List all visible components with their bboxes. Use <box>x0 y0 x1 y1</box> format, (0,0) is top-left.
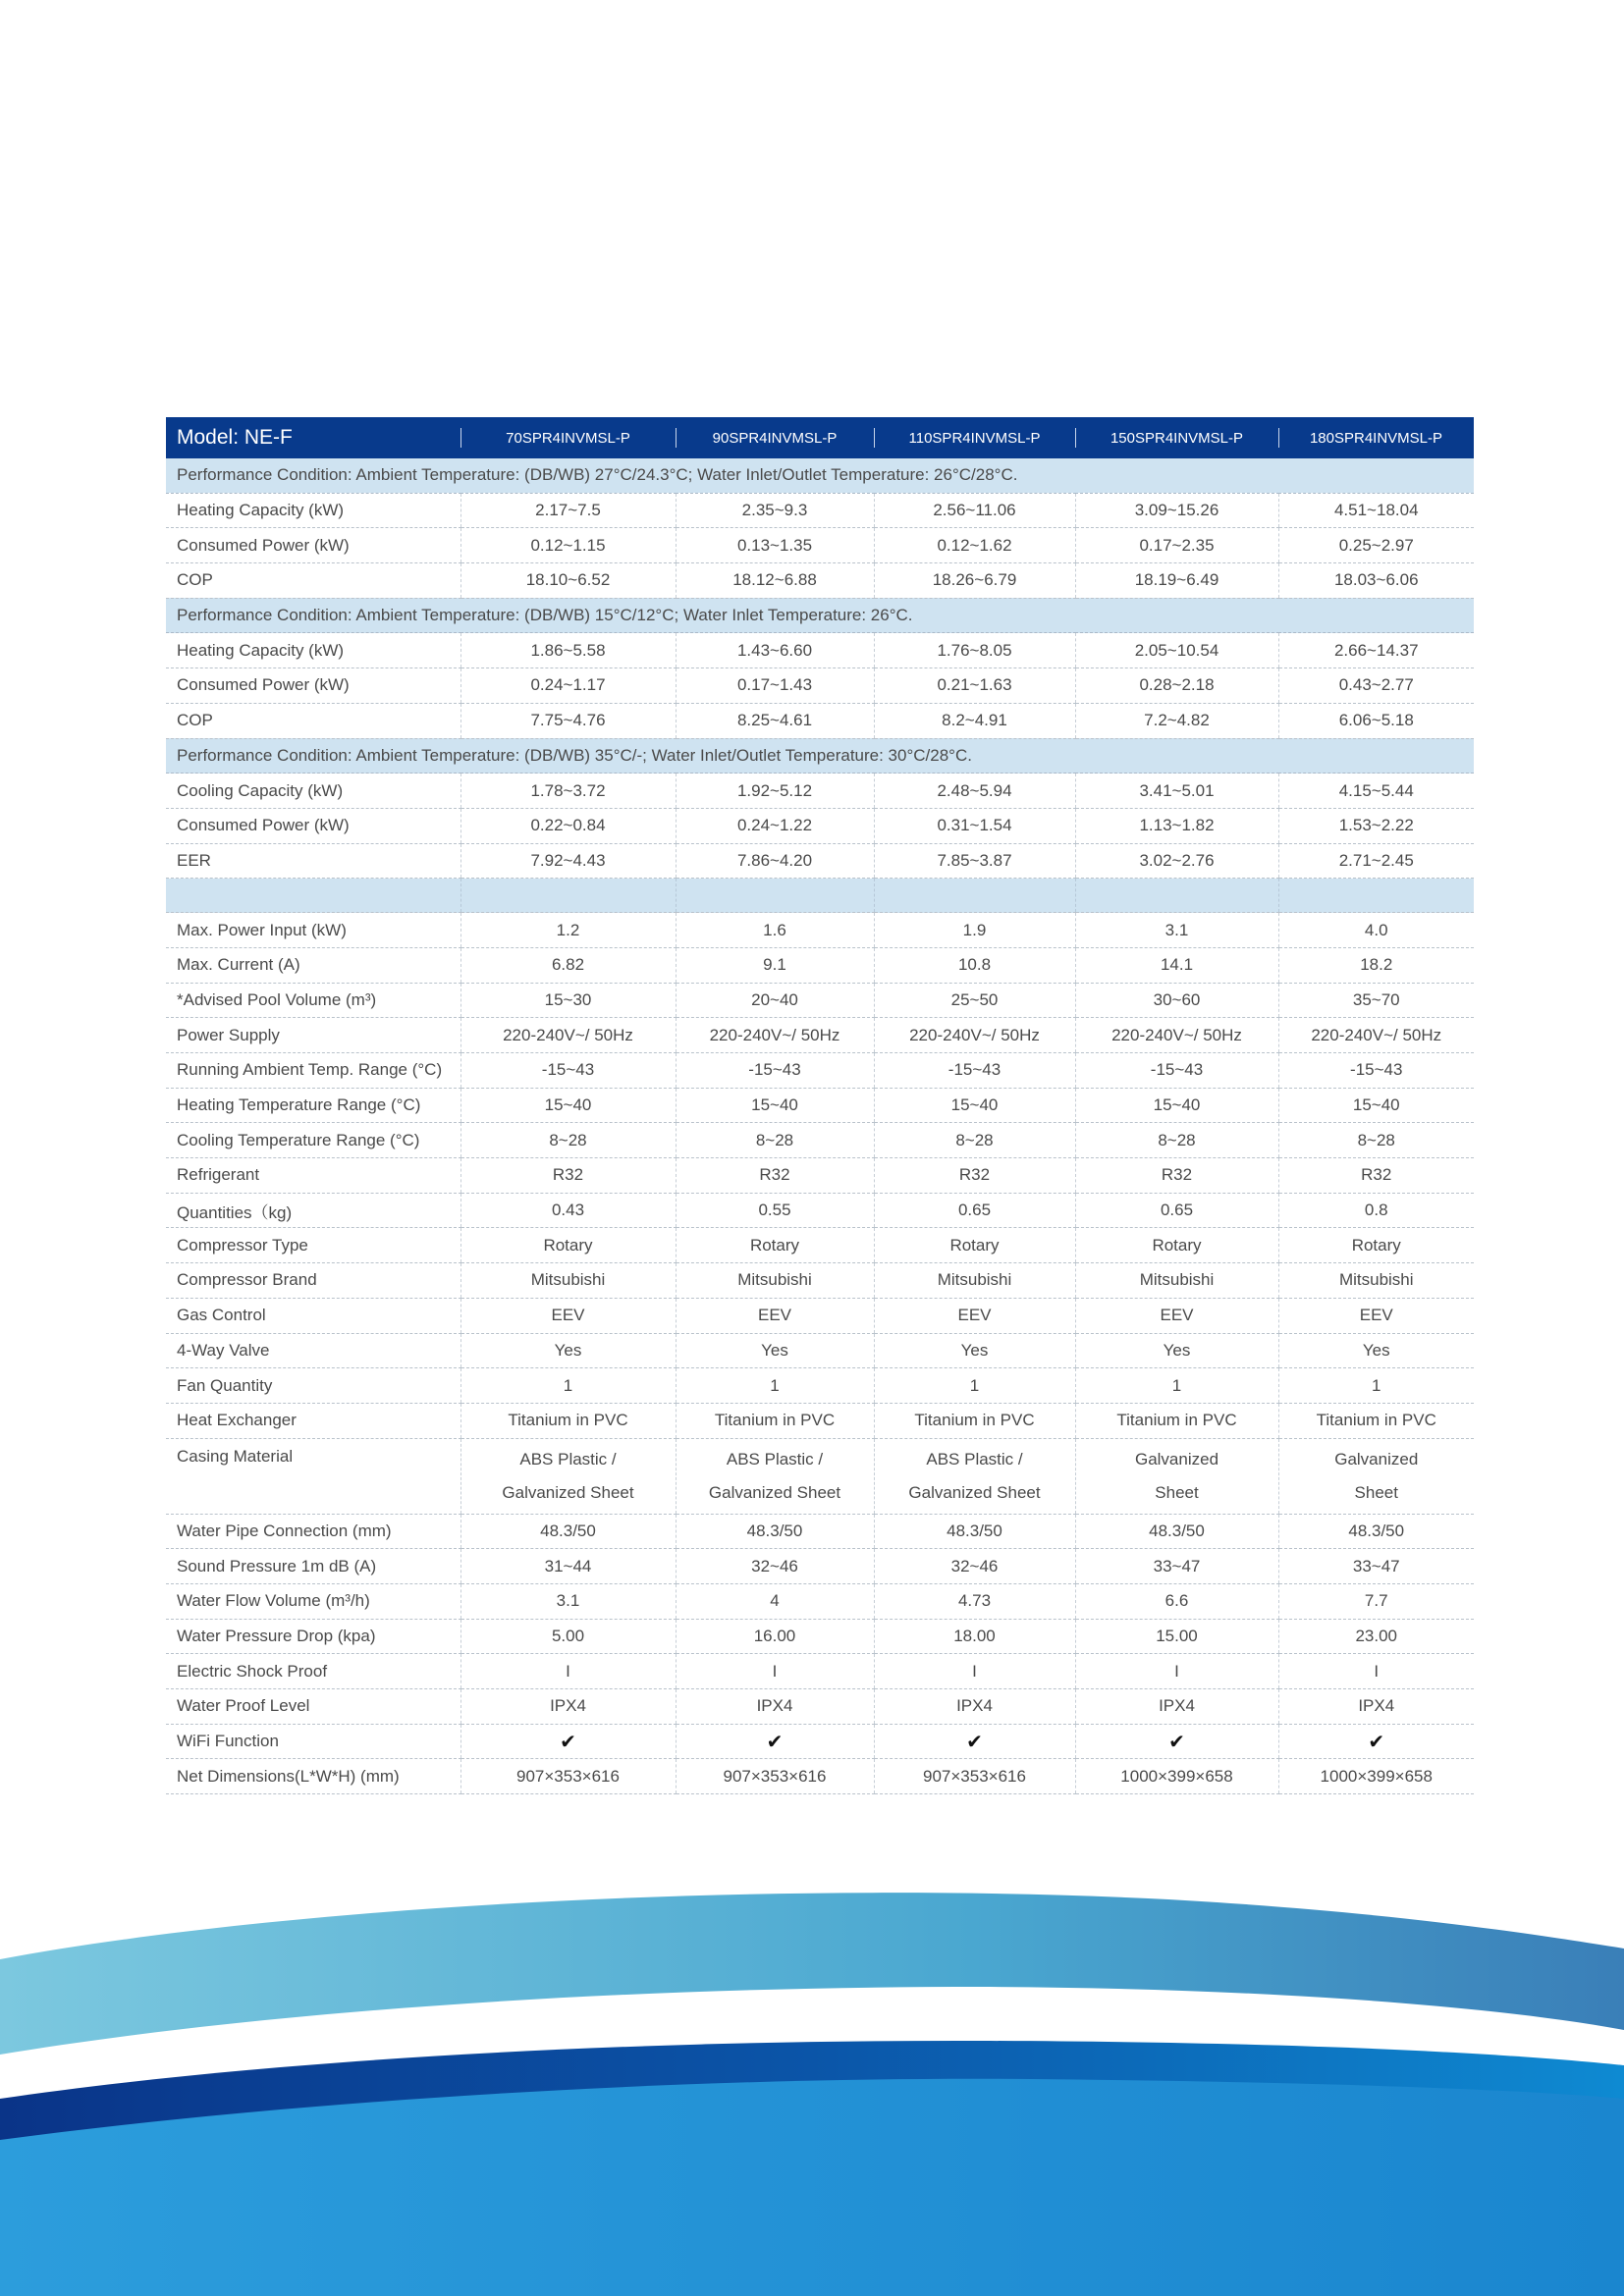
spec-label: Refrigerant <box>166 1158 460 1194</box>
spec-value: 907×353×616 <box>676 1759 874 1794</box>
spec-value: 1 <box>460 1368 676 1404</box>
spec-value: 7.86~4.20 <box>676 843 874 879</box>
spec-value: 1.78~3.72 <box>460 774 676 809</box>
spec-value: 8~28 <box>1075 1123 1278 1158</box>
spec-value-line: Sheet <box>1354 1482 1398 1502</box>
spec-value: -15~43 <box>460 1053 676 1089</box>
spec-value: 1.43~6.60 <box>676 633 874 668</box>
spec-value: 1.76~8.05 <box>874 633 1075 668</box>
spec-value-line: Galvanized <box>1134 1449 1219 1468</box>
spec-value: 14.1 <box>1075 947 1278 983</box>
spec-value: R32 <box>676 1158 874 1194</box>
spec-value: 33~47 <box>1075 1549 1278 1584</box>
spec-value: 1.2 <box>460 913 676 948</box>
spec-value: 18.03~6.06 <box>1278 563 1474 599</box>
spec-value: I <box>1278 1654 1474 1689</box>
spec-value: 1 <box>1278 1368 1474 1404</box>
spec-value: 15.00 <box>1075 1619 1278 1654</box>
spec-label: COP <box>166 703 460 738</box>
spec-label: Gas Control <box>166 1298 460 1333</box>
spec-value: 907×353×616 <box>874 1759 1075 1794</box>
spec-value: Yes <box>874 1333 1075 1368</box>
model-name: Model: NE-F <box>166 417 460 458</box>
spec-value: 0.17~1.43 <box>676 668 874 704</box>
spec-value: 3.1 <box>1075 913 1278 948</box>
spec-value: Rotary <box>676 1228 874 1263</box>
spec-label: Water Pressure Drop (kpa) <box>166 1619 460 1654</box>
spec-label: 4-Way Valve <box>166 1333 460 1368</box>
spec-label: *Advised Pool Volume (m³) <box>166 983 460 1018</box>
spec-value: 15~40 <box>460 1088 676 1123</box>
spec-value: Titanium in PVC <box>460 1403 676 1438</box>
spec-value: EEV <box>874 1298 1075 1333</box>
spec-value: 32~46 <box>676 1549 874 1584</box>
spec-value: Mitsubishi <box>874 1263 1075 1299</box>
spec-value: -15~43 <box>874 1053 1075 1089</box>
spec-label: Quantities（kg) <box>166 1193 460 1228</box>
spec-value: 16.00 <box>676 1619 874 1654</box>
spec-value: Yes <box>460 1333 676 1368</box>
spec-value: 8.2~4.91 <box>874 703 1075 738</box>
spec-value: 48.3/50 <box>1075 1514 1278 1549</box>
spec-value: 15~40 <box>1075 1088 1278 1123</box>
spec-value: 9.1 <box>676 947 874 983</box>
spec-value: 48.3/50 <box>1278 1514 1474 1549</box>
spec-value: 7.75~4.76 <box>460 703 676 738</box>
spec-value: I <box>874 1654 1075 1689</box>
spec-label: Heat Exchanger <box>166 1403 460 1438</box>
spec-value: 18.10~6.52 <box>460 563 676 599</box>
spec-label: Cooling Temperature Range (°C) <box>166 1123 460 1158</box>
spec-value: 2.17~7.5 <box>460 493 676 528</box>
spec-label: Power Supply <box>166 1018 460 1053</box>
spec-value: 8~28 <box>676 1123 874 1158</box>
spec-value-line: Galvanized Sheet <box>708 1482 841 1502</box>
check-icon: ✔ <box>1368 1731 1385 1753</box>
spec-value: 1 <box>1075 1368 1278 1404</box>
spec-value: 6.06~5.18 <box>1278 703 1474 738</box>
spec-value: Mitsubishi <box>676 1263 874 1299</box>
spec-value: 18.12~6.88 <box>676 563 874 599</box>
spec-value: 8~28 <box>1278 1123 1474 1158</box>
spec-value: 1000×399×658 <box>1278 1759 1474 1794</box>
spec-value: Titanium in PVC <box>1278 1403 1474 1438</box>
spec-value-line: Galvanized Sheet <box>908 1482 1041 1502</box>
spec-value: Mitsubishi <box>1075 1263 1278 1299</box>
spec-label: Consumed Power (kW) <box>166 668 460 704</box>
spec-value: 4.73 <box>874 1583 1075 1619</box>
spec-value: 1 <box>676 1368 874 1404</box>
spec-value: R32 <box>874 1158 1075 1194</box>
spec-label: Consumed Power (kW) <box>166 808 460 843</box>
spec-label: Compressor Brand <box>166 1263 460 1299</box>
spec-value: 220-240V~/ 50Hz <box>1278 1018 1474 1053</box>
spec-value: 0.24~1.17 <box>460 668 676 704</box>
spec-value: EEV <box>1278 1298 1474 1333</box>
wave-light-band <box>0 1893 1624 2055</box>
spec-value-line: ABS Plastic / <box>726 1449 824 1468</box>
spec-value: R32 <box>1075 1158 1278 1194</box>
spec-value: 220-240V~/ 50Hz <box>874 1018 1075 1053</box>
spec-value: -15~43 <box>1075 1053 1278 1089</box>
spec-label: COP <box>166 563 460 599</box>
spec-value: 3.09~15.26 <box>1075 493 1278 528</box>
spec-value: 18.00 <box>874 1619 1075 1654</box>
spec-value: 32~46 <box>874 1549 1075 1584</box>
spec-value-line: Galvanized <box>1334 1449 1419 1468</box>
spec-label: Max. Power Input (kW) <box>166 913 460 948</box>
spec-value: Mitsubishi <box>1278 1263 1474 1299</box>
spec-value: EEV <box>676 1298 874 1333</box>
spec-value: 1.13~1.82 <box>1075 808 1278 843</box>
spec-value: Rotary <box>1278 1228 1474 1263</box>
spec-value: Yes <box>1075 1333 1278 1368</box>
spec-value: 6.6 <box>1075 1583 1278 1619</box>
spec-value: 6.82 <box>460 947 676 983</box>
spec-value: 0.8 <box>1278 1193 1474 1228</box>
spec-value: 8~28 <box>874 1123 1075 1158</box>
spec-label: Casing Material <box>166 1438 460 1514</box>
spec-value: R32 <box>460 1158 676 1194</box>
spec-value: 0.22~0.84 <box>460 808 676 843</box>
spec-value: 23.00 <box>1278 1619 1474 1654</box>
spec-label: EER <box>166 843 460 879</box>
spec-value: 0.25~2.97 <box>1278 528 1474 563</box>
spec-value: 1.53~2.22 <box>1278 808 1474 843</box>
spec-label: Cooling Capacity (kW) <box>166 774 460 809</box>
spec-value: IPX4 <box>1278 1689 1474 1725</box>
spec-value: 4.15~5.44 <box>1278 774 1474 809</box>
spec-label: Water Proof Level <box>166 1689 460 1725</box>
spec-value: 220-240V~/ 50Hz <box>676 1018 874 1053</box>
spec-value: 0.21~1.63 <box>874 668 1075 704</box>
spec-value: 2.66~14.37 <box>1278 633 1474 668</box>
spec-label: Heating Capacity (kW) <box>166 633 460 668</box>
spec-value: 18.2 <box>1278 947 1474 983</box>
spec-value: -15~43 <box>1278 1053 1474 1089</box>
spec-value: 1.92~5.12 <box>676 774 874 809</box>
spec-value: 0.31~1.54 <box>874 808 1075 843</box>
check-icon: ✔ <box>766 1731 784 1753</box>
spec-value: 18.26~6.79 <box>874 563 1075 599</box>
spec-value: 1.9 <box>874 913 1075 948</box>
spec-value: 7.2~4.82 <box>1075 703 1278 738</box>
spec-value: -15~43 <box>676 1053 874 1089</box>
spec-value: IPX4 <box>1075 1689 1278 1725</box>
model-col-header: 180SPR4INVMSL-P <box>1278 417 1474 458</box>
spec-value: R32 <box>1278 1158 1474 1194</box>
spec-value: 48.3/50 <box>460 1514 676 1549</box>
spec-value: Titanium in PVC <box>1075 1403 1278 1438</box>
spec-value: 48.3/50 <box>874 1514 1075 1549</box>
spec-value: Yes <box>1278 1333 1474 1368</box>
spec-value: 3.1 <box>460 1583 676 1619</box>
spec-value: Rotary <box>460 1228 676 1263</box>
model-col-header: 150SPR4INVMSL-P <box>1075 417 1278 458</box>
spec-value: 48.3/50 <box>676 1514 874 1549</box>
spec-label: Sound Pressure 1m dB (A) <box>166 1549 460 1584</box>
spec-value: 5.00 <box>460 1619 676 1654</box>
spec-label: Compressor Type <box>166 1228 460 1263</box>
spec-label: Running Ambient Temp. Range (°C) <box>166 1053 460 1089</box>
check-icon: ✔ <box>966 1731 983 1753</box>
spec-value: 0.65 <box>874 1193 1075 1228</box>
spec-value: 1.6 <box>676 913 874 948</box>
check-icon: ✔ <box>560 1731 576 1753</box>
spec-label: Consumed Power (kW) <box>166 528 460 563</box>
spec-value: 15~40 <box>676 1088 874 1123</box>
spec-value: 3.41~5.01 <box>1075 774 1278 809</box>
spec-value: 35~70 <box>1278 983 1474 1018</box>
spec-value: 0.55 <box>676 1193 874 1228</box>
spec-value: 20~40 <box>676 983 874 1018</box>
spec-label: Heating Capacity (kW) <box>166 493 460 528</box>
spec-value: 3.02~2.76 <box>1075 843 1278 879</box>
spec-value: 0.43 <box>460 1193 676 1228</box>
section-title: Performance Condition: Ambient Temperature: (DB/WB) 27°C/24.3°C; Water Inlet/Outlet Temperature: 26°C/28°C. <box>166 458 1474 493</box>
spec-value: 10.8 <box>874 947 1075 983</box>
spec-value: 220-240V~/ 50Hz <box>460 1018 676 1053</box>
spec-value: 0.17~2.35 <box>1075 528 1278 563</box>
spec-value: 7.7 <box>1278 1583 1474 1619</box>
spec-value-line: ABS Plastic / <box>519 1449 617 1468</box>
spec-value: 31~44 <box>460 1549 676 1584</box>
spec-value: IPX4 <box>874 1689 1075 1725</box>
spec-value: 18.19~6.49 <box>1075 563 1278 599</box>
spec-value: 2.48~5.94 <box>874 774 1075 809</box>
spec-value: Titanium in PVC <box>874 1403 1075 1438</box>
section-title: Performance Condition: Ambient Temperature: (DB/WB) 35°C/-; Water Inlet/Outlet Temperature: 30°C/28°C. <box>166 738 1474 774</box>
spec-value: 1 <box>874 1368 1075 1404</box>
spec-value: 1.86~5.58 <box>460 633 676 668</box>
spec-value: 0.43~2.77 <box>1278 668 1474 704</box>
spec-value: Rotary <box>1075 1228 1278 1263</box>
spec-label: Electric Shock Proof <box>166 1654 460 1689</box>
spec-value-line: ABS Plastic / <box>926 1449 1023 1468</box>
spec-value: 15~40 <box>874 1088 1075 1123</box>
spec-label: Max. Current (A) <box>166 947 460 983</box>
spec-value: 2.35~9.3 <box>676 493 874 528</box>
spec-value: IPX4 <box>460 1689 676 1725</box>
spec-value: I <box>1075 1654 1278 1689</box>
check-icon: ✔ <box>1168 1731 1185 1753</box>
spec-value: 8.25~4.61 <box>676 703 874 738</box>
spec-value: Mitsubishi <box>460 1263 676 1299</box>
model-col-header: 70SPR4INVMSL-P <box>460 417 676 458</box>
spec-label: Net Dimensions(L*W*H) (mm) <box>166 1759 460 1794</box>
spec-value: 1000×399×658 <box>1075 1759 1278 1794</box>
spec-value: Rotary <box>874 1228 1075 1263</box>
spec-value: 2.56~11.06 <box>874 493 1075 528</box>
spec-value-line: Galvanized Sheet <box>502 1482 634 1502</box>
model-col-header: 90SPR4INVMSL-P <box>676 417 874 458</box>
spec-label: Water Flow Volume (m³/h) <box>166 1583 460 1619</box>
spec-value: 7.85~3.87 <box>874 843 1075 879</box>
spec-value: Titanium in PVC <box>676 1403 874 1438</box>
spec-value: IPX4 <box>676 1689 874 1725</box>
spec-value: 907×353×616 <box>460 1759 676 1794</box>
spec-value: 30~60 <box>1075 983 1278 1018</box>
spec-value: 15~30 <box>460 983 676 1018</box>
spec-label: Water Pipe Connection (mm) <box>166 1514 460 1549</box>
spec-value: I <box>676 1654 874 1689</box>
spec-value: EEV <box>460 1298 676 1333</box>
spec-value: 220-240V~/ 50Hz <box>1075 1018 1278 1053</box>
spec-value: EEV <box>1075 1298 1278 1333</box>
spec-value: 4.51~18.04 <box>1278 493 1474 528</box>
spec-value: 33~47 <box>1278 1549 1474 1584</box>
spec-value: 0.65 <box>1075 1193 1278 1228</box>
spec-value: 4.0 <box>1278 913 1474 948</box>
spec-value: 0.12~1.15 <box>460 528 676 563</box>
spec-value: 8~28 <box>460 1123 676 1158</box>
spec-value: Yes <box>676 1333 874 1368</box>
spec-value: 25~50 <box>874 983 1075 1018</box>
spec-value: I <box>460 1654 676 1689</box>
spec-value: 2.71~2.45 <box>1278 843 1474 879</box>
spec-value: 15~40 <box>1278 1088 1474 1123</box>
spec-value: 0.28~2.18 <box>1075 668 1278 704</box>
spec-label: WiFi Function <box>166 1724 460 1759</box>
spec-label: Fan Quantity <box>166 1368 460 1404</box>
spec-value-line: Sheet <box>1155 1482 1199 1502</box>
spec-value: 4 <box>676 1583 874 1619</box>
spec-value: 0.24~1.22 <box>676 808 874 843</box>
spec-value: 7.92~4.43 <box>460 843 676 879</box>
spec-value: 2.05~10.54 <box>1075 633 1278 668</box>
spec-value: 0.13~1.35 <box>676 528 874 563</box>
model-col-header: 110SPR4INVMSL-P <box>874 417 1075 458</box>
spec-value: 0.12~1.62 <box>874 528 1075 563</box>
section-title: Performance Condition: Ambient Temperature: (DB/WB) 15°C/12°C; Water Inlet Temperature: 26°C. <box>166 598 1474 633</box>
spec-label: Heating Temperature Range (°C) <box>166 1088 460 1123</box>
